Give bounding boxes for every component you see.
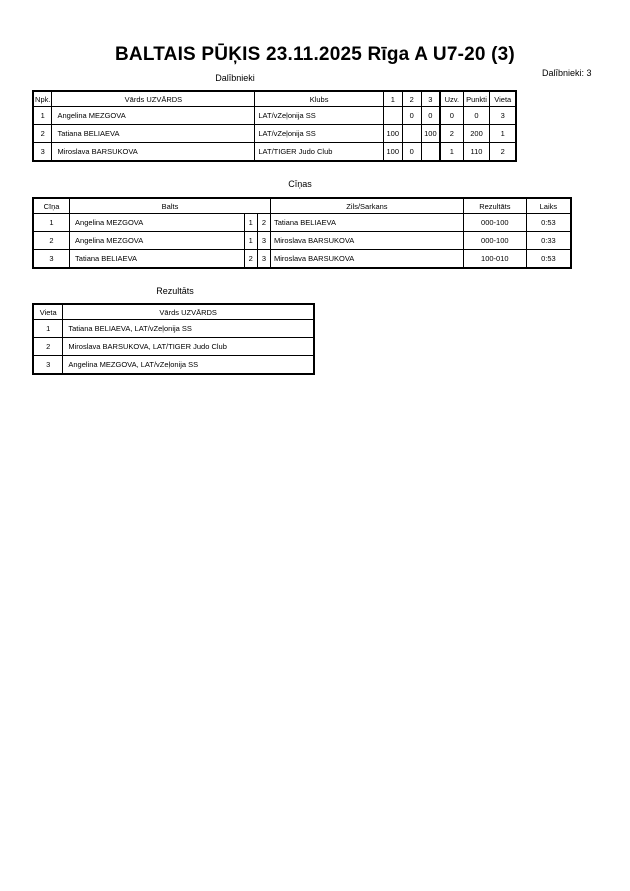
cell-npk: 2 [33,125,52,143]
cell-time: 0:53 [526,214,571,232]
cell-wins: 1 [440,143,463,162]
cell-white: Angelina MEZGOVA [70,214,245,232]
cell-npk: 1 [33,107,52,125]
page-title: BALTAIS PŪĶIS 23.11.2025 Rīga A U7-20 (3) [115,44,515,65]
cell-white-no: 2 [244,250,257,269]
table-row [33,125,516,143]
cell-club: LAT/TIGER Judo Club [255,143,383,162]
cell-result-place: 2 [33,338,63,356]
cell-result-name: Angelina MEZGOVA, LAT/vZeļonija SS [63,356,314,375]
cell-club: LAT/vZeļonija SS [255,107,383,125]
participants-caption: Dalībnieki [215,73,255,83]
participants-header-row [33,91,516,107]
cell-blue-no: 3 [257,250,270,269]
results-table [32,303,315,375]
cell-result-place: 3 [33,356,63,375]
cell-blue: Miroslava BARSUKOVA [271,250,464,269]
cell-r2 [402,125,421,143]
table-row [33,107,516,125]
col-time: Laiks [526,198,571,214]
cell-fight-no: 2 [33,232,70,250]
cell-result: 000-100 [463,232,526,250]
table-row [33,320,314,338]
cell-points: 110 [463,143,490,162]
col-fight-no: Cīņa [33,198,70,214]
col-name: Vārds UZVĀRDS [52,91,255,107]
cell-blue: Tatiana BELIAEVA [271,214,464,232]
table-row [33,356,314,375]
cell-blue-no: 2 [257,214,270,232]
cell-result: 100-010 [463,250,526,269]
col-result-name: Vārds UZVĀRDS [63,304,314,320]
col-result-place: Vieta [33,304,63,320]
col-club: Klubs [255,91,383,107]
fights-caption: Cīņas [288,179,312,189]
cell-result-name: Tatiana BELIAEVA, LAT/vZeļonija SS [63,320,314,338]
table-row [33,338,314,356]
cell-white: Angelina MEZGOVA [70,232,245,250]
fights-table [32,197,572,269]
cell-wins: 2 [440,125,463,143]
table-row [33,214,571,232]
cell-r3: 100 [421,125,440,143]
cell-fight-no: 3 [33,250,70,269]
cell-white-no: 1 [244,214,257,232]
cell-points: 0 [463,107,490,125]
cell-wins: 0 [440,107,463,125]
col-wins: Uzv. [440,91,463,107]
table-row [33,232,571,250]
col-place: Vieta [490,91,516,107]
cell-r2: 0 [402,143,421,162]
cell-time: 0:53 [526,250,571,269]
cell-blue: Miroslava BARSUKOVA [271,232,464,250]
cell-r3 [421,143,440,162]
table-row [33,250,571,269]
col-white: Balts [70,198,271,214]
col-r2: 2 [402,91,421,107]
results-caption: Rezultāts [156,286,194,296]
cell-fight-no: 1 [33,214,70,232]
cell-result-place: 1 [33,320,63,338]
table-row [33,143,516,162]
cell-place: 2 [490,143,516,162]
col-result: Rezultāts [463,198,526,214]
cell-result: 000-100 [463,214,526,232]
fights-header-row [33,198,571,214]
cell-r2: 0 [402,107,421,125]
col-npk: Npk. [33,91,52,107]
cell-r1: 100 [383,143,402,162]
participants-table [32,90,517,162]
cell-name: Miroslava BARSUKOVA [52,143,255,162]
cell-place: 3 [490,107,516,125]
cell-white-no: 1 [244,232,257,250]
cell-place: 1 [490,125,516,143]
cell-points: 200 [463,125,490,143]
col-r3: 3 [421,91,440,107]
cell-r3: 0 [421,107,440,125]
col-points: Punkti [463,91,490,107]
cell-time: 0:33 [526,232,571,250]
cell-white: Tatiana BELIAEVA [70,250,245,269]
cell-r1 [383,107,402,125]
col-r1: 1 [383,91,402,107]
cell-r1: 100 [383,125,402,143]
cell-club: LAT/vZeļonija SS [255,125,383,143]
cell-name: Tatiana BELIAEVA [52,125,255,143]
cell-blue-no: 3 [257,232,270,250]
results-header-row [33,304,314,320]
cell-name: Angelina MEZGOVA [52,107,255,125]
col-blue: Zils/Sarkans [271,198,464,214]
cell-npk: 3 [33,143,52,162]
cell-result-name: Miroslava BARSUKOVA, LAT/TIGER Judo Club [63,338,314,356]
participants-count: Dalībnieki: 3 [542,68,592,78]
